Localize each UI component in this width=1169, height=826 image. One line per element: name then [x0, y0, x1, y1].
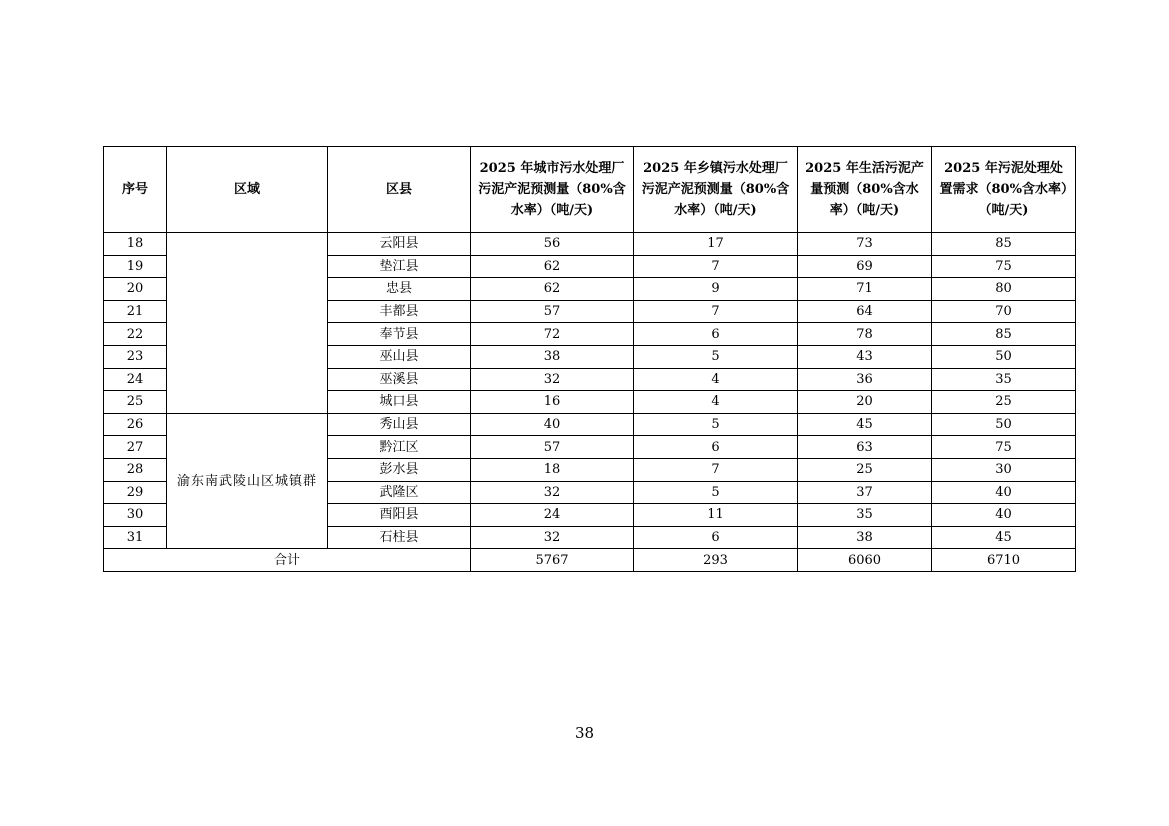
table-body: [104, 233, 1076, 572]
row-county: 云阳县: [328, 233, 471, 256]
header-town-sludge: 2025 年乡镇污水处理厂污泥产泥预测量（80%含水率）（吨/天): [634, 147, 798, 233]
header-row: [104, 147, 1076, 233]
row-treatment-demand: 30: [932, 458, 1076, 481]
row-urban-sludge: 72: [471, 323, 634, 346]
row-domestic-sludge: 37: [798, 481, 932, 504]
header-domestic-sludge: 2025 年生活污泥产量预测（80%含水率）（吨/天): [798, 147, 932, 233]
row-county: 武隆区: [328, 481, 471, 504]
row-county: 秀山县: [328, 413, 471, 436]
row-county: 奉节县: [328, 323, 471, 346]
row-county: 巫山县: [328, 345, 471, 368]
row-urban-sludge: 40: [471, 413, 634, 436]
row-town-sludge: 11: [634, 504, 798, 527]
total-town-sludge: 293: [634, 549, 798, 572]
row-town-sludge: 6: [634, 526, 798, 549]
row-domestic-sludge: 38: [798, 526, 932, 549]
row-serial-number: 21: [104, 300, 167, 323]
row-urban-sludge: 38: [471, 345, 634, 368]
row-county: 石柱县: [328, 526, 471, 549]
total-urban-sludge: 5767: [471, 549, 634, 572]
row-serial-number: 26: [104, 413, 167, 436]
total-label: 合计: [104, 549, 471, 572]
row-urban-sludge: 57: [471, 436, 634, 459]
row-urban-sludge: 24: [471, 504, 634, 527]
row-town-sludge: 4: [634, 368, 798, 391]
row-town-sludge: 5: [634, 345, 798, 368]
row-urban-sludge: 32: [471, 526, 634, 549]
header-region: 区域: [167, 147, 328, 233]
row-domestic-sludge: 36: [798, 368, 932, 391]
row-domestic-sludge: 35: [798, 504, 932, 527]
row-serial-number: 31: [104, 526, 167, 549]
row-serial-number: 23: [104, 345, 167, 368]
row-town-sludge: 7: [634, 255, 798, 278]
row-treatment-demand: 70: [932, 300, 1076, 323]
row-urban-sludge: 32: [471, 368, 634, 391]
row-treatment-demand: 45: [932, 526, 1076, 549]
region-cell: [167, 233, 328, 414]
table-row: [104, 233, 1076, 256]
row-serial-number: 28: [104, 458, 167, 481]
row-serial-number: 30: [104, 504, 167, 527]
table-row: [104, 413, 1076, 436]
row-treatment-demand: 75: [932, 436, 1076, 459]
header-county: 区县: [328, 147, 471, 233]
row-domestic-sludge: 20: [798, 391, 932, 414]
row-domestic-sludge: 71: [798, 278, 932, 301]
row-domestic-sludge: 69: [798, 255, 932, 278]
row-domestic-sludge: 43: [798, 345, 932, 368]
row-town-sludge: 5: [634, 481, 798, 504]
row-town-sludge: 7: [634, 458, 798, 481]
row-county: 丰都县: [328, 300, 471, 323]
sludge-forecast-table: [103, 146, 1076, 572]
row-serial-number: 27: [104, 436, 167, 459]
row-serial-number: 25: [104, 391, 167, 414]
region-cell: 渝东南武陵山区城镇群: [167, 413, 328, 549]
row-urban-sludge: 16: [471, 391, 634, 414]
row-county: 黔江区: [328, 436, 471, 459]
header-serial-number: 序号: [104, 147, 167, 233]
row-serial-number: 24: [104, 368, 167, 391]
row-urban-sludge: 62: [471, 255, 634, 278]
row-county: 彭水县: [328, 458, 471, 481]
row-treatment-demand: 85: [932, 233, 1076, 256]
row-urban-sludge: 18: [471, 458, 634, 481]
row-county: 垫江县: [328, 255, 471, 278]
row-town-sludge: 7: [634, 300, 798, 323]
header-treatment-demand: 2025 年污泥处理处置需求（80%含水率）（吨/天): [932, 147, 1076, 233]
row-treatment-demand: 85: [932, 323, 1076, 346]
row-town-sludge: 6: [634, 323, 798, 346]
row-domestic-sludge: 45: [798, 413, 932, 436]
row-serial-number: 19: [104, 255, 167, 278]
row-serial-number: 29: [104, 481, 167, 504]
row-serial-number: 18: [104, 233, 167, 256]
row-town-sludge: 6: [634, 436, 798, 459]
row-domestic-sludge: 73: [798, 233, 932, 256]
row-county: 忠县: [328, 278, 471, 301]
row-town-sludge: 5: [634, 413, 798, 436]
row-urban-sludge: 56: [471, 233, 634, 256]
row-urban-sludge: 32: [471, 481, 634, 504]
row-domestic-sludge: 63: [798, 436, 932, 459]
row-town-sludge: 17: [634, 233, 798, 256]
row-treatment-demand: 50: [932, 345, 1076, 368]
row-domestic-sludge: 64: [798, 300, 932, 323]
row-treatment-demand: 40: [932, 481, 1076, 504]
page-number: 38: [574, 724, 595, 742]
row-treatment-demand: 80: [932, 278, 1076, 301]
header-urban-sludge: 2025 年城市污水处理厂污泥产泥预测量（80%含水率）（吨/天): [471, 147, 634, 233]
row-urban-sludge: 62: [471, 278, 634, 301]
row-urban-sludge: 57: [471, 300, 634, 323]
row-town-sludge: 4: [634, 391, 798, 414]
row-town-sludge: 9: [634, 278, 798, 301]
row-domestic-sludge: 25: [798, 458, 932, 481]
row-treatment-demand: 25: [932, 391, 1076, 414]
row-domestic-sludge: 78: [798, 323, 932, 346]
total-row: [104, 549, 1076, 572]
row-treatment-demand: 35: [932, 368, 1076, 391]
total-domestic-sludge: 6060: [798, 549, 932, 572]
total-treatment-demand: 6710: [932, 549, 1076, 572]
row-county: 酉阳县: [328, 504, 471, 527]
row-treatment-demand: 75: [932, 255, 1076, 278]
row-serial-number: 20: [104, 278, 167, 301]
row-treatment-demand: 40: [932, 504, 1076, 527]
row-treatment-demand: 50: [932, 413, 1076, 436]
row-county: 城口县: [328, 391, 471, 414]
row-county: 巫溪县: [328, 368, 471, 391]
row-serial-number: 22: [104, 323, 167, 346]
